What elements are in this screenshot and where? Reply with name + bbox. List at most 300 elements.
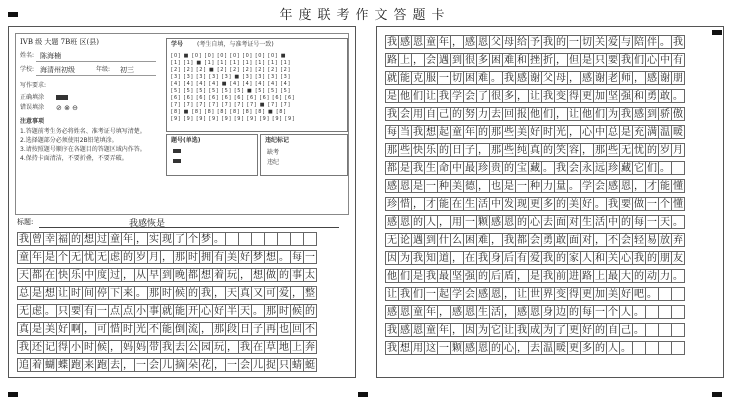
writing-cell: 发 bbox=[504, 199, 514, 210]
writing-cell: 。 bbox=[136, 288, 146, 299]
writing-cell: 早 bbox=[149, 270, 159, 281]
writing-cell: 难 bbox=[478, 235, 488, 246]
writing-cell: 一 bbox=[465, 217, 475, 228]
writing-cell bbox=[645, 323, 659, 337]
writing-cell: 时 bbox=[162, 288, 172, 299]
writing-cell: 们 bbox=[400, 271, 410, 282]
writing-cell: 一 bbox=[647, 199, 657, 210]
writing-cell: 让 bbox=[504, 325, 514, 336]
writing-cell: 光 bbox=[556, 127, 566, 138]
writing-cell: 年 bbox=[465, 127, 475, 138]
writing-grid-row bbox=[385, 287, 684, 301]
writing-cell: 谢 bbox=[530, 73, 540, 84]
writing-cell: 一 bbox=[97, 306, 107, 317]
writing-cell: 后 bbox=[491, 271, 501, 282]
writing-cell: 美 bbox=[569, 199, 579, 210]
writing-cell: 开 bbox=[188, 306, 198, 317]
writing-cell: 用 bbox=[413, 343, 423, 354]
writing-cell: 年 bbox=[439, 325, 449, 336]
writing-cell: 感 bbox=[647, 73, 657, 84]
writing-cell bbox=[658, 287, 672, 301]
writing-cell: 人 bbox=[582, 253, 592, 264]
writing-cell: 给 bbox=[517, 37, 527, 48]
writing-cell: 加 bbox=[595, 91, 605, 102]
writing-cell: 惜 bbox=[110, 324, 120, 335]
writing-cell: 也 bbox=[279, 324, 289, 335]
writing-cell: 为 bbox=[543, 325, 553, 336]
writing-cell: 地 bbox=[279, 342, 289, 353]
writing-cell: 。 bbox=[660, 37, 670, 48]
writing-cell: 最 bbox=[465, 163, 475, 174]
writing-cell: 会 bbox=[149, 360, 159, 371]
writing-cell: 遇 bbox=[439, 55, 449, 66]
writing-cell: 我 bbox=[504, 235, 514, 246]
writing-cell: 我 bbox=[201, 288, 211, 299]
writing-cell: 老 bbox=[608, 73, 618, 84]
writing-cell: 玩 bbox=[214, 342, 224, 353]
writing-cell: 很 bbox=[491, 91, 501, 102]
writing-cell: 只 bbox=[58, 306, 68, 317]
writing-cell: 暖 bbox=[673, 127, 683, 138]
writing-cell: 了 bbox=[478, 91, 488, 102]
writing-cell: 感 bbox=[582, 73, 592, 84]
writing-cell: 永 bbox=[582, 163, 592, 174]
writing-cell: 成 bbox=[530, 325, 540, 336]
writing-cell: ， bbox=[478, 145, 488, 156]
writing-cell: 乐 bbox=[426, 145, 436, 156]
bubble-columns: [0] ■ [0] [0] [0] [0] [0] [0] [0] ■ [1] [1] ■ [1] [1] [1] [1] [1] [1] [1] [2] [2] [2] ■ [2] [2] [2] [2] [2] [2] [3] [3] [3] [3] [3] ■ [3] [3] [3] [3] [4] [4] [4] [4] ■ [4] [4] [4] [4] [4] [5] [5] [5] [5] [5] [5] ■ [5] [5] [5] [6] [6] [6] [6] [6] [6] [6] [6] [6] [6] [7] [7] [7] [7] [7] [7] [7] ■ [7] [7] [8] ■ [8] [8] [8] [8] [8] [8] ■ [8] [9] [9] [9] [9] [9] [9] [9] [9] [9] [9] bbox=[171, 53, 296, 122]
writing-cell: 再 bbox=[266, 324, 276, 335]
writing-cell: 小 bbox=[71, 342, 81, 353]
writing-cell: 遇 bbox=[413, 235, 423, 246]
writing-cell: 珍 bbox=[608, 163, 618, 174]
note-item: 4.保持卡面清洁，不要折叠，不要弄破。 bbox=[20, 155, 128, 162]
writing-cell: 恩 bbox=[400, 181, 410, 192]
writing-cell: 曾 bbox=[32, 234, 42, 245]
writing-cell: 敢 bbox=[660, 91, 670, 102]
writing-cell: 回 bbox=[292, 324, 302, 335]
writing-cell: 我 bbox=[543, 253, 553, 264]
writing-cell: ， bbox=[517, 91, 527, 102]
writing-cell: 中 bbox=[608, 217, 618, 228]
writing-cell: ， bbox=[556, 55, 566, 66]
writing-cell: 的 bbox=[634, 271, 644, 282]
writing-cell: 候 bbox=[292, 306, 302, 317]
writing-cell bbox=[264, 232, 278, 246]
writing-cell: 在 bbox=[452, 199, 462, 210]
writing-cell: 一 bbox=[426, 289, 436, 300]
writing-cell: 谢 bbox=[595, 73, 605, 84]
writing-cell: 学 bbox=[452, 289, 462, 300]
writing-cell: 间 bbox=[84, 288, 94, 299]
writing-cell: 懂 bbox=[673, 181, 683, 192]
writing-cell: 朋 bbox=[673, 73, 683, 84]
writing-cell: 的 bbox=[305, 306, 315, 317]
writing-cell: ， bbox=[634, 181, 644, 192]
writing-grid-row bbox=[385, 341, 684, 355]
right-writing-grid[interactable] bbox=[385, 35, 715, 371]
writing-cell: ， bbox=[569, 127, 579, 138]
writing-cell: 会 bbox=[530, 235, 540, 246]
writing-cell: 德 bbox=[465, 181, 475, 192]
writing-cell: 笑 bbox=[556, 145, 566, 156]
writing-cell: 月 bbox=[673, 145, 683, 156]
writing-cell: 童 bbox=[19, 252, 29, 263]
writing-cell: 。 bbox=[569, 181, 579, 192]
writing-cell: 坚 bbox=[452, 271, 462, 282]
writing-cell: 充 bbox=[634, 127, 644, 138]
writing-cell: 我 bbox=[673, 37, 683, 48]
registration-mark-bottom-right bbox=[712, 392, 722, 397]
writing-cell bbox=[671, 323, 685, 337]
writing-cell: 每 bbox=[387, 127, 397, 138]
writing-cell: 美 bbox=[227, 252, 237, 263]
writing-cell bbox=[303, 232, 317, 246]
writing-cell: 活 bbox=[595, 217, 605, 228]
writing-cell: 花 bbox=[201, 360, 211, 371]
grade-value: 初三 bbox=[120, 66, 134, 74]
writing-cell: 变 bbox=[556, 289, 566, 300]
writing-cell: 中 bbox=[595, 127, 605, 138]
writing-cell: 中 bbox=[84, 270, 94, 281]
writing-cell: ， bbox=[240, 270, 250, 281]
essay-title-value: 我感恢是 bbox=[129, 219, 166, 229]
writing-cell: 是 bbox=[504, 181, 514, 192]
writing-cell: 好 bbox=[621, 289, 631, 300]
writing-cell: 切 bbox=[582, 37, 592, 48]
writing-cell: 天 bbox=[660, 217, 670, 228]
writing-cell: 会 bbox=[465, 289, 475, 300]
writing-cell: 放 bbox=[660, 235, 670, 246]
writing-cell: 。 bbox=[673, 91, 683, 102]
writing-cell: 那 bbox=[491, 145, 501, 156]
writing-cell: 感 bbox=[400, 37, 410, 48]
writing-cell: 了 bbox=[556, 325, 566, 336]
writing-cell: 我 bbox=[426, 271, 436, 282]
writing-cell: 轻 bbox=[634, 235, 644, 246]
writing-cell: 月 bbox=[149, 252, 159, 263]
writing-cell: 想 bbox=[201, 270, 211, 281]
writing-cell: 盾 bbox=[504, 271, 514, 282]
essay-title-label: 标题: bbox=[17, 218, 34, 226]
writing-cell: 爱 bbox=[530, 253, 540, 264]
writing-cell: 关 bbox=[608, 253, 618, 264]
writing-cell: 对 bbox=[582, 235, 592, 246]
title-underline bbox=[39, 227, 339, 228]
writing-cell: 勇 bbox=[543, 235, 553, 246]
writing-cell: 一 bbox=[426, 181, 436, 192]
writing-cell: 奔 bbox=[305, 342, 315, 353]
writing-cell: 满 bbox=[647, 127, 657, 138]
writing-cell: ， bbox=[292, 288, 302, 299]
writing-cell: 让 bbox=[58, 288, 68, 299]
left-writing-grid[interactable] bbox=[17, 232, 347, 372]
writing-cell: 心 bbox=[504, 343, 514, 354]
wrong-fill-sample: ⊘ ⊗ ⊖ bbox=[56, 104, 79, 112]
writing-cell: 暖 bbox=[556, 343, 566, 354]
writing-grid-row bbox=[385, 197, 684, 211]
writing-cell: 恩 bbox=[491, 289, 501, 300]
writing-cell bbox=[658, 341, 672, 355]
writing-cell: 人 bbox=[621, 307, 631, 318]
writing-cell: 好 bbox=[582, 325, 592, 336]
writing-grid-row bbox=[17, 358, 316, 372]
writing-cell: 最 bbox=[439, 271, 449, 282]
writing-cell: 让 bbox=[517, 289, 527, 300]
writing-cell: 得 bbox=[58, 342, 68, 353]
writing-cell: 停 bbox=[97, 288, 107, 299]
writing-cell: 前 bbox=[556, 271, 566, 282]
writing-cell: 们 bbox=[413, 91, 423, 102]
writing-cell: 。 bbox=[253, 306, 263, 317]
writing-cell: ， bbox=[491, 235, 501, 246]
writing-cell: 们 bbox=[543, 109, 553, 120]
writing-grid-row bbox=[17, 304, 316, 318]
writing-cell: 和 bbox=[634, 91, 644, 102]
writing-cell: 的 bbox=[452, 109, 462, 120]
writing-cell: 这 bbox=[426, 343, 436, 354]
writing-cell: 傲 bbox=[673, 109, 683, 120]
writing-cell: 时 bbox=[71, 288, 81, 299]
writing-cell: 得 bbox=[569, 289, 579, 300]
name-label: 姓名: bbox=[20, 52, 35, 59]
writing-cell: 一 bbox=[305, 252, 315, 263]
writing-cell: 公 bbox=[188, 342, 198, 353]
writing-cell: 一 bbox=[517, 181, 527, 192]
writing-cell: 是 bbox=[413, 181, 423, 192]
writing-cell: 天 bbox=[240, 306, 250, 317]
writing-cell: 儿 bbox=[162, 360, 172, 371]
writing-grid-row bbox=[385, 35, 684, 49]
writing-cell: 好 bbox=[58, 324, 68, 335]
writing-cell: 谢 bbox=[660, 73, 670, 84]
writing-cell: 我 bbox=[543, 37, 553, 48]
writing-cell: 让 bbox=[426, 91, 436, 102]
notes-label: 注意事项 bbox=[20, 118, 45, 125]
writing-cell: 活 bbox=[478, 199, 488, 210]
writing-grid-row bbox=[385, 305, 684, 319]
writing-cell: 才 bbox=[426, 199, 436, 210]
writing-cell: 宝 bbox=[517, 163, 527, 174]
writing-cell: ， bbox=[452, 37, 462, 48]
writing-cell: 强 bbox=[621, 91, 631, 102]
violation-mark-box[interactable] bbox=[260, 134, 348, 176]
writing-cell: 做 bbox=[634, 199, 644, 210]
writing-cell: 去 bbox=[491, 109, 501, 120]
writing-cell: 想 bbox=[426, 127, 436, 138]
correct-fill-sample bbox=[56, 95, 68, 100]
writing-cell: 。 bbox=[279, 252, 289, 263]
writing-cell: 要 bbox=[71, 306, 81, 317]
writing-cell: 那 bbox=[491, 127, 501, 138]
writing-cell: 想 bbox=[45, 288, 55, 299]
writing-cell: 。 bbox=[673, 217, 683, 228]
writing-cell: 的 bbox=[517, 217, 527, 228]
writing-cell: 美 bbox=[608, 289, 618, 300]
writing-cell: 事 bbox=[149, 306, 159, 317]
writing-cell: 那 bbox=[595, 145, 605, 156]
writing-cell: 论 bbox=[400, 235, 410, 246]
writing-cell: 蜻 bbox=[292, 360, 302, 371]
writing-cell: 感 bbox=[400, 325, 410, 336]
writing-cell: 克 bbox=[413, 73, 423, 84]
writing-cell: 感 bbox=[387, 307, 397, 318]
writing-cell: 的 bbox=[279, 270, 289, 281]
writing-cell: 就 bbox=[387, 73, 397, 84]
writing-cell: 力 bbox=[543, 181, 553, 192]
writing-cell: ， bbox=[214, 360, 224, 371]
writing-cell: 在 bbox=[45, 270, 55, 281]
writing-cell bbox=[671, 305, 685, 319]
writing-cell: 更 bbox=[569, 343, 579, 354]
writing-grid-row bbox=[385, 161, 684, 175]
writing-cell: 真 bbox=[530, 145, 540, 156]
writing-cell: 。 bbox=[634, 325, 644, 336]
writing-cell: 有 bbox=[517, 253, 527, 264]
writing-cell: 折 bbox=[543, 55, 553, 66]
type-bubble-filled[interactable] bbox=[173, 159, 181, 163]
writing-cell: ， bbox=[413, 199, 423, 210]
writing-cell: 的 bbox=[556, 37, 566, 48]
writing-cell: 我 bbox=[162, 342, 172, 353]
writing-cell: 们 bbox=[413, 289, 423, 300]
writing-cell: 天 bbox=[19, 270, 29, 281]
writing-cell: 挫 bbox=[530, 55, 540, 66]
writing-cell: 我 bbox=[413, 127, 423, 138]
writing-cell: 个 bbox=[608, 307, 618, 318]
writing-cell: 让 bbox=[387, 289, 397, 300]
writing-cell: 能 bbox=[400, 73, 410, 84]
wrong-fill-label: 错误填涂 bbox=[20, 104, 45, 111]
writing-grid-row bbox=[385, 233, 684, 247]
writing-cell: 远 bbox=[595, 163, 605, 174]
writing-cell: 去 bbox=[175, 342, 185, 353]
writing-cell: 我 bbox=[556, 163, 566, 174]
writing-cell: 的 bbox=[439, 145, 449, 156]
writing-cell: 大 bbox=[621, 271, 631, 282]
writing-cell: 只 bbox=[595, 55, 605, 66]
writing-cell: 很 bbox=[465, 55, 475, 66]
writing-cell: 的 bbox=[647, 253, 657, 264]
writing-cell: 面 bbox=[569, 235, 579, 246]
writing-cell: 吧 bbox=[634, 289, 644, 300]
writing-cell: 们 bbox=[595, 109, 605, 120]
writing-cell: 是 bbox=[621, 127, 631, 138]
writing-cell: 生 bbox=[582, 217, 592, 228]
writing-cell: 会 bbox=[426, 55, 436, 66]
violation-option: 违纪 bbox=[267, 159, 280, 166]
writing-cell: 自 bbox=[608, 325, 618, 336]
writing-cell: 那 bbox=[387, 145, 397, 156]
writing-cell: 力 bbox=[660, 271, 670, 282]
writing-cell: 。 bbox=[660, 163, 670, 174]
writing-cell: 可 bbox=[266, 288, 276, 299]
writing-cell bbox=[225, 232, 239, 246]
question-type-box[interactable] bbox=[166, 134, 258, 176]
writing-cell: 他 bbox=[530, 109, 540, 120]
writing-cell: 感 bbox=[465, 37, 475, 48]
writing-cell: 到 bbox=[647, 109, 657, 120]
writing-cell: 中 bbox=[452, 163, 462, 174]
writing-cell: 蜓 bbox=[305, 360, 315, 371]
writing-cell: 倒 bbox=[175, 324, 185, 335]
writing-cell: 面 bbox=[556, 217, 566, 228]
writing-cell: 恩 bbox=[621, 181, 631, 192]
writing-cell: 感 bbox=[517, 307, 527, 318]
writing-cell: 恩 bbox=[400, 217, 410, 228]
writing-cell: 下 bbox=[110, 288, 120, 299]
school-label: 学校: bbox=[20, 66, 35, 73]
writing-cell: 。 bbox=[214, 234, 224, 245]
writing-grid-row bbox=[385, 89, 684, 103]
student-info-box bbox=[15, 33, 349, 215]
writing-cell: 我 bbox=[504, 73, 514, 84]
writing-cell: 摘 bbox=[175, 360, 185, 371]
writing-cell: 会 bbox=[400, 109, 410, 120]
writing-cell: 和 bbox=[595, 253, 605, 264]
writing-cell: 心 bbox=[621, 253, 631, 264]
writing-cell: 年 bbox=[439, 37, 449, 48]
writing-cell: 勇 bbox=[647, 91, 657, 102]
writing-cell: 做 bbox=[266, 270, 276, 281]
writing-cell: 记 bbox=[45, 342, 55, 353]
writing-cell: 们 bbox=[647, 163, 657, 174]
writing-cell: 要 bbox=[608, 55, 618, 66]
writing-grid-row bbox=[17, 232, 316, 246]
writing-cell: 关 bbox=[595, 37, 605, 48]
writing-cell: 能 bbox=[175, 306, 185, 317]
writing-cell: 珍 bbox=[478, 163, 488, 174]
exam-number-label: 学号 bbox=[171, 41, 184, 48]
type-bubble-filled[interactable] bbox=[173, 149, 181, 153]
writing-cell: 最 bbox=[608, 271, 618, 282]
writing-cell: 他 bbox=[582, 109, 592, 120]
writing-cell: 去 bbox=[110, 360, 120, 371]
writing-cell: 美 bbox=[45, 324, 55, 335]
writing-cell: 度 bbox=[97, 270, 107, 281]
writing-cell: 易 bbox=[647, 235, 657, 246]
exam-number-grid[interactable] bbox=[166, 38, 348, 132]
writing-grid-row bbox=[385, 215, 684, 229]
writing-cell: ， bbox=[162, 252, 172, 263]
writing-cell: 自 bbox=[426, 109, 436, 120]
writing-cell: 上 bbox=[292, 342, 302, 353]
writing-cell: 美 bbox=[517, 127, 527, 138]
writing-cell: 加 bbox=[595, 289, 605, 300]
registration-mark-bottom-mid bbox=[358, 392, 368, 397]
writing-cell: 就 bbox=[162, 306, 172, 317]
writing-cell: ， bbox=[413, 55, 423, 66]
writing-grid-row bbox=[17, 286, 316, 300]
writing-cell: 真 bbox=[240, 288, 250, 299]
writing-cell: 去 bbox=[530, 343, 540, 354]
writing-cell: 来 bbox=[84, 360, 94, 371]
writing-cell: 的 bbox=[478, 271, 488, 282]
writing-cell: 用 bbox=[413, 109, 423, 120]
writing-cell: 对 bbox=[569, 217, 579, 228]
writing-cell: 骄 bbox=[660, 109, 670, 120]
writing-cell: 拥 bbox=[201, 252, 211, 263]
writing-cell: 段 bbox=[227, 324, 237, 335]
writing-cell: 父 bbox=[543, 73, 553, 84]
writing-cell: 候 bbox=[175, 288, 185, 299]
writing-cell: 晚 bbox=[175, 270, 185, 281]
writing-cell: 梦 bbox=[253, 252, 263, 263]
writing-cell: 妈 bbox=[123, 342, 133, 353]
writing-cell: 感 bbox=[478, 289, 488, 300]
writing-cell: 用 bbox=[452, 217, 462, 228]
writing-cell bbox=[645, 341, 659, 355]
